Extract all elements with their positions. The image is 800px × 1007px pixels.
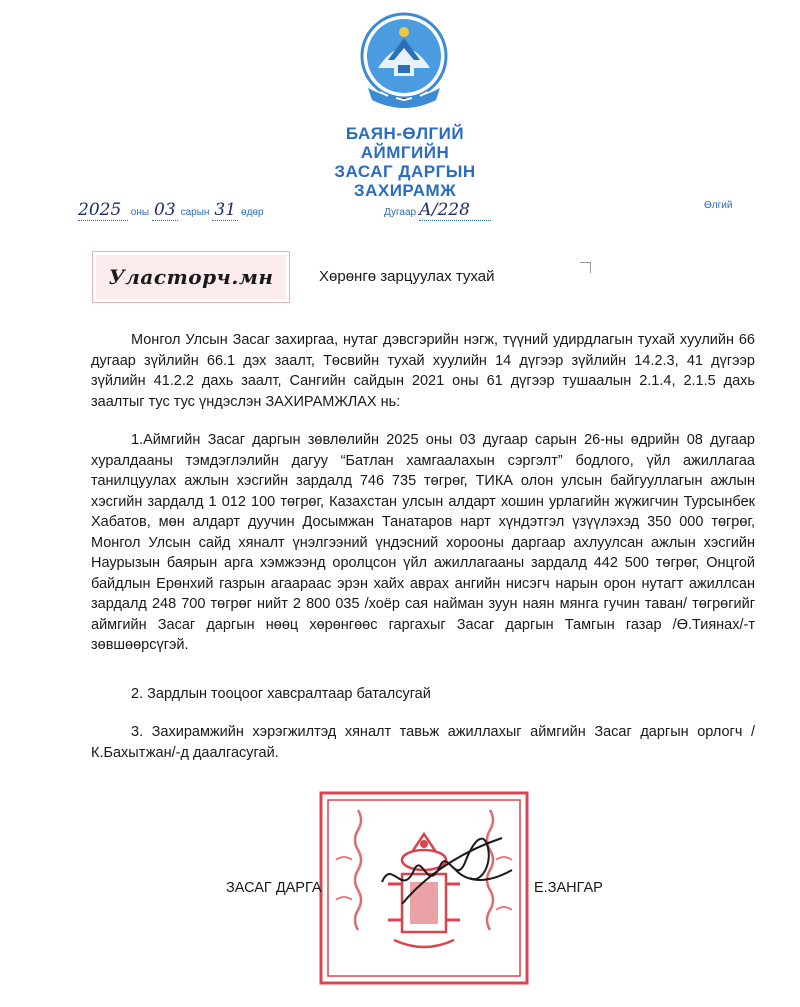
year-label: оны <box>130 207 150 218</box>
org-line-3: ЗАХИРАМЖ <box>353 181 457 200</box>
document-number: А/228 <box>418 200 470 220</box>
document-subject: Хөрөнгө зарцуулах тухай <box>319 268 495 285</box>
item-1-paragraph: 1.Аймгийн Засаг даргын зөвлөлийн 2025 оны 03 дугаар сарын 26-ны өдрийн 08 дугаар хуралдааны тэмдэглэлийн дагуу “Батлан хамгаалахын сэргэлт” бодлого, үйл ажиллагаа танилцуулах ажлын хэсгийн зардалд 746 735 төгрөг, ТИКА олон улсын байгууллагын ажлын хэсгийн зардалд 1 012 100 төгрөг, Казахстан улсын алдарт хошин урлагийн жүжигчин Турсынбек Хабатов, мөн алдарт дуучин Досымжан Танатаров нарт хүндэтгэл үзүүлэхэд 350 000 төгрөг, Монгол Улсын сайд хяналт үнэлгээний үндэсний хорооны даргаар ахлуулсан ажлын хэсгийн Наурызын баярын арга хэмжээнд оролцсон үйл ажиллагааны зардалд 442 500 төгрөг, Онцгой байдлын Ерөнхий газрын агаараас эрэн хайх аврах ангийн нисэгч нарын орон нутагт ажиллсан зардалд 248 700 төгрөг нийт 2 800 035 /хоёр сая найман зуун наян мянга гучин таван/ төгрөгийг аймгийн Засаг даргын нөөц хөрөнгөөс гаргахыг Засаг даргын Тамгын газар /Ө.Тиянах/-т зөвшөөрсүгэй. <box>91 432 755 653</box>
number-field <box>384 200 491 221</box>
org-line-2: ЗАСАГ ДАРГЫН <box>334 162 476 181</box>
date-month: 03 <box>154 200 176 220</box>
number-label: Дугаар <box>384 207 417 218</box>
org-line-1: БАЯН-ӨЛГИЙ АЙМГИЙН <box>345 124 465 162</box>
date-year: 2025 <box>78 200 122 220</box>
handwritten-signature <box>362 808 522 918</box>
watermark-text: Уласторч.мн <box>108 265 274 289</box>
item-3-paragraph: 3. Захирамжийн хэрэгжилтэд хяналт тавьж ажиллахыг аймгийн Засаг даргын орлогч /К.Бахытжан/-д даалгасугай. <box>91 724 755 761</box>
preamble-paragraph: Монгол Улсын Засаг захиргаа, нутаг дэвсгэрийн нэгж, түүний удирдлагын тухай хуулийн 66 дугаар зүйлийн 66.1 дэх заалт, Төсвийн тухай хуулийн 14 дүгээр зүйлийн 14.2.3, 41 дүгээр зүйлийн 41.2.2 дахь заалт, Сангийн сайдын 2021 оны 61 дүгээр тушаалын 2.1.4, 2.1.5 дахь заалтыг тус тус үндэслэн ЗАХИРАМЖЛАХ нь: <box>91 332 755 410</box>
day-label: өдөр <box>241 207 264 218</box>
date-field <box>78 200 264 221</box>
letterhead-organization <box>300 124 510 200</box>
place-label: Өлгий <box>704 200 733 211</box>
item-2-paragraph: 2. Зардлын тооцоог хавсралтаар баталсугай <box>131 686 431 702</box>
state-emblem-icon <box>358 8 450 118</box>
month-label: сарын <box>180 207 210 218</box>
signatory-name: Е.ЗАНГАР <box>534 880 603 896</box>
date-day: 31 <box>214 200 237 220</box>
subject-corner-mark <box>580 262 591 273</box>
watermark-box <box>92 251 290 303</box>
signatory-title: ЗАСАГ ДАРГА <box>226 880 322 896</box>
